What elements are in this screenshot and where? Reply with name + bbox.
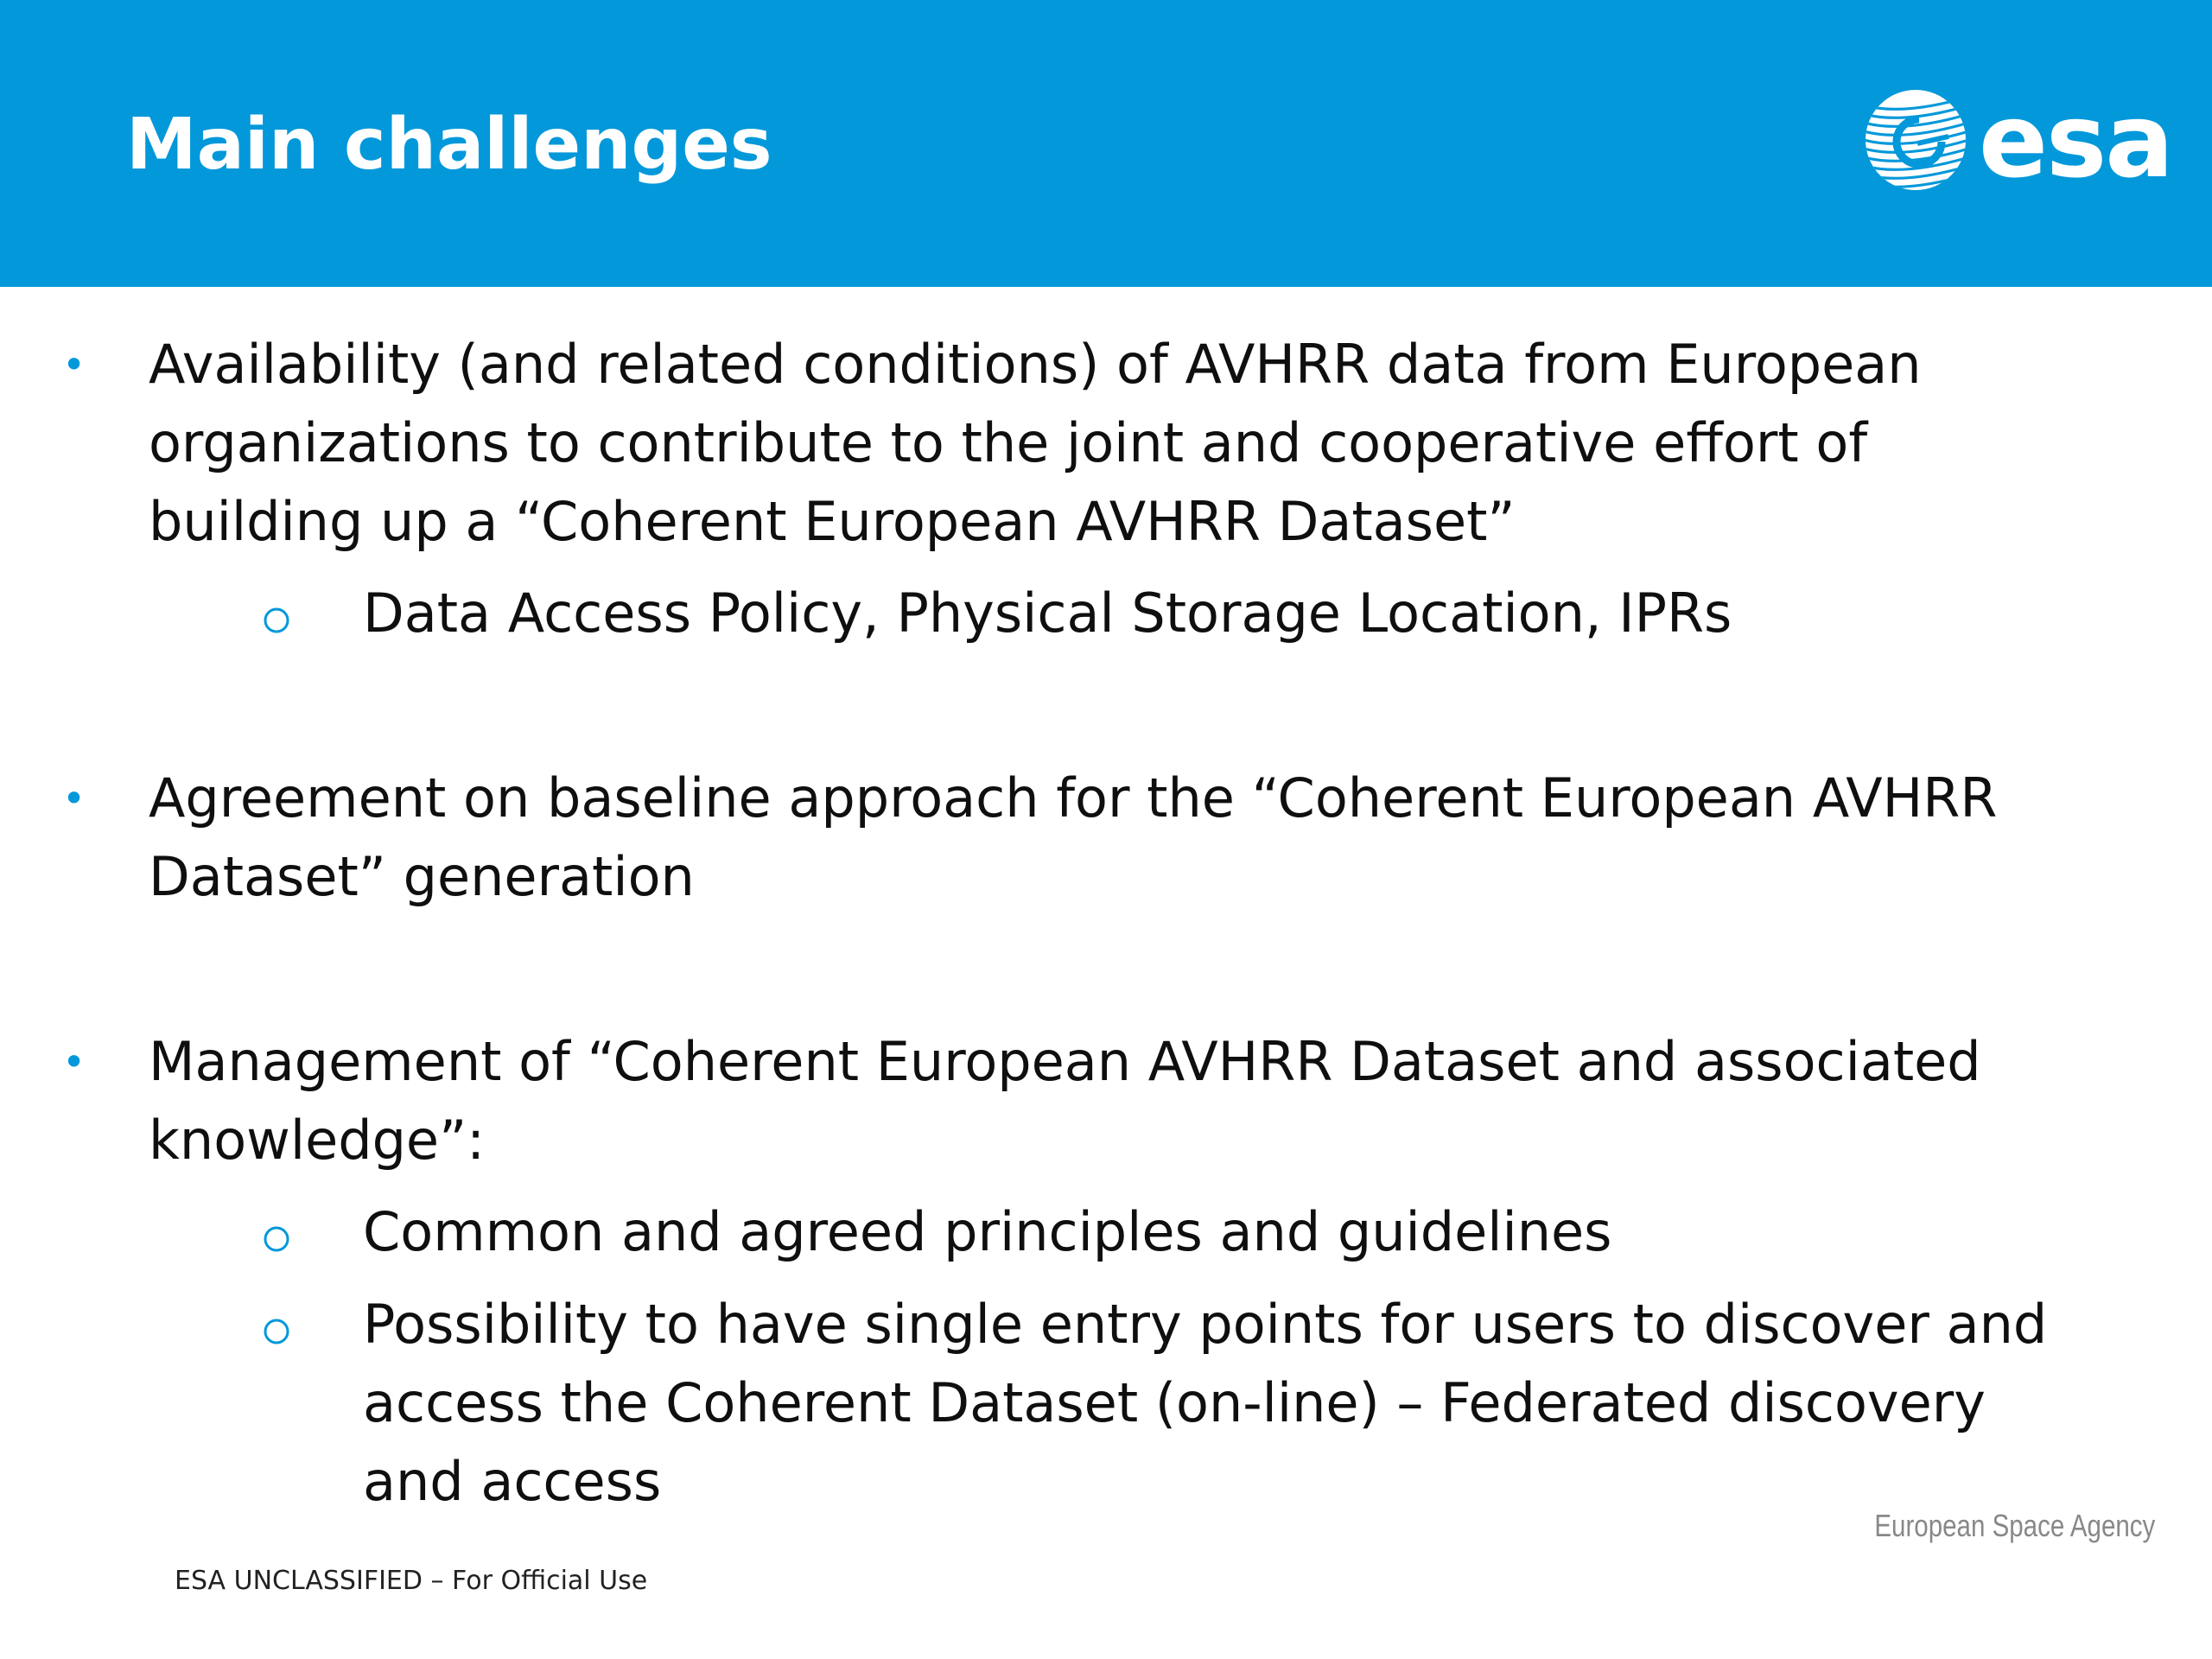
- sub-item-line: and access: [363, 1450, 662, 1513]
- esa-globe-icon: [1862, 86, 1974, 199]
- slide-header: [0, 0, 2212, 287]
- sub-item-line: Data Access Policy, Physical Storage Location, IPRs: [363, 582, 1732, 645]
- sub-item-line: Possibility to have single entry points for users to discover and: [363, 1293, 2048, 1356]
- esa-logo: [1862, 81, 2172, 200]
- slide-title: Main challenges: [126, 104, 772, 186]
- bullet-marker: •: [62, 775, 86, 822]
- hollow-circle-bullet-icon: [257, 1220, 296, 1258]
- esa-logo-text: esa: [1979, 81, 2172, 200]
- bullet-line: organizations to contribute to the joint and cooperative effort of: [149, 411, 1868, 474]
- classification-label: ESA UNCLASSIFIED – For Official Use: [175, 1566, 648, 1596]
- bullet-line: Management of “Coherent European AVHRR Dataset and associated: [149, 1030, 1981, 1093]
- bullet-line: Dataset” generation: [149, 845, 695, 908]
- bullet-line: Agreement on baseline approach for the “Coherent European AVHRR: [149, 766, 1998, 830]
- bullet-marker: •: [62, 341, 86, 388]
- bullet-line: building up a “Coherent European AVHRR Dataset”: [149, 490, 1516, 553]
- agency-name: European Space Agency: [1874, 1508, 2155, 1543]
- hollow-circle-bullet-icon: [257, 1313, 296, 1351]
- sub-item-line: access the Coherent Dataset (on-line) – Federated discovery: [363, 1371, 1986, 1434]
- bullet-line: knowledge”:: [149, 1109, 486, 1172]
- bullet-line: Availability (and related conditions) of AVHRR data from European: [149, 333, 1922, 396]
- bullet-marker: •: [62, 1039, 86, 1085]
- hollow-circle-bullet-icon: [257, 601, 296, 639]
- sub-item-line: Common and agreed principles and guidelines: [363, 1200, 1612, 1263]
